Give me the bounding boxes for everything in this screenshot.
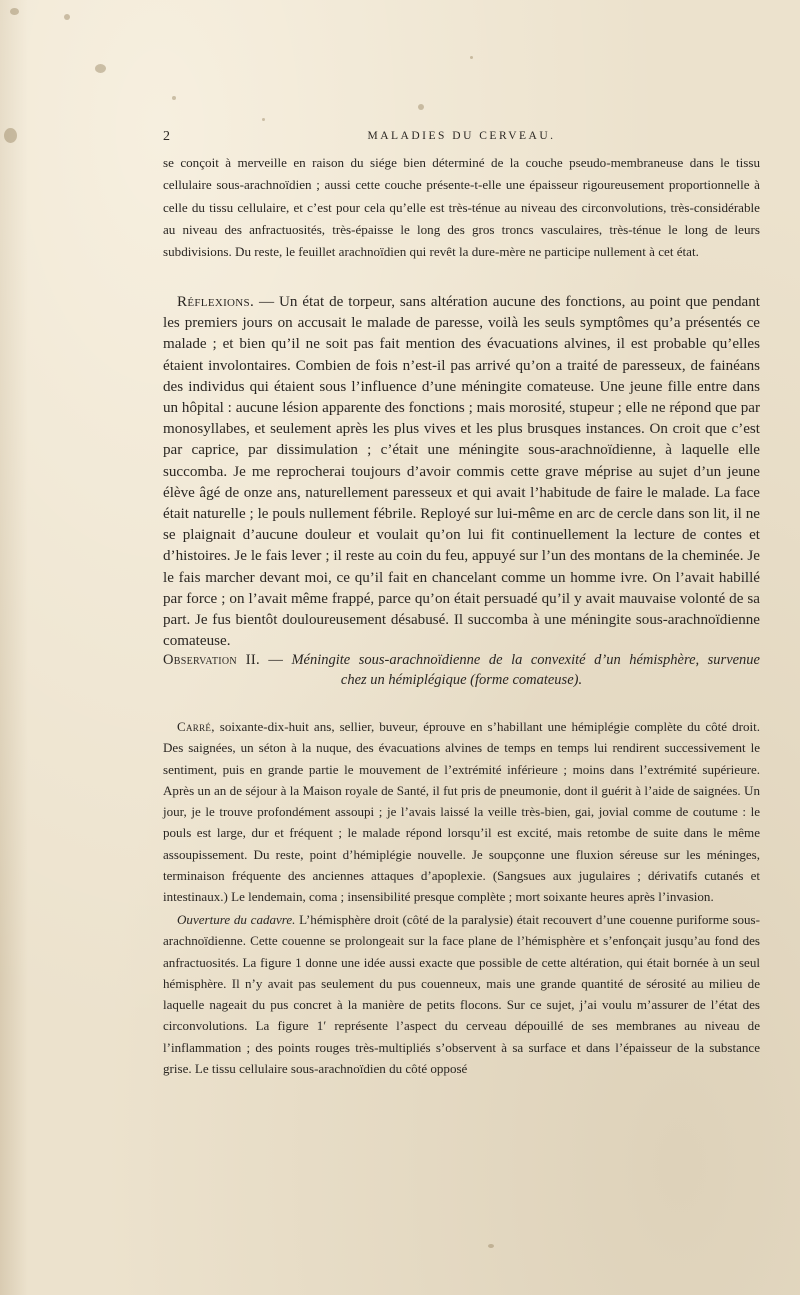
reflexions-heading: Réflexions. xyxy=(177,294,255,310)
observation-dash: — xyxy=(259,652,292,668)
foxing-spot xyxy=(10,8,19,15)
autopsy-heading: Ouverture du cadavre. xyxy=(177,912,296,927)
reflexions-paragraph xyxy=(163,292,760,652)
foxing-spot xyxy=(262,118,265,121)
page-number: 2 xyxy=(163,129,170,144)
foxing-spot xyxy=(418,104,424,110)
observation-form: (forme comateuse). xyxy=(470,672,583,688)
observation-title: Méningite sous-arachnoïdienne de la convexité d’un hémisphère, survenue xyxy=(291,652,760,668)
paragraph-text: se conçoit à merveille en raison du siége bien déterminé de la couche pseudo-membraneuse dans le tissu cellulaire sous-arachnoïdien ; aussi cette couche présente-t-elle une épaisseur rigoureusement proportionnelle à celle du tissu cellulaire, et c’est pour cela qu’elle est très-ténue au niveau des circonvolutions, très-considérable au niveau des anfractuosités, très-épaisse le long des gros troncs vasculaires, très-ténue le long de leurs subdivisions. Du reste, le feuillet arachnoïdien qui revêt la dure-mère ne participe nullement à cet état. xyxy=(163,155,760,260)
autopsy-paragraph xyxy=(163,909,760,1079)
reflexions-text: — Un état de torpeur, sans altération aucune des fonctions, au point que pendant les premiers jours on accusait le malade de paresse, voilà les seuls symptômes qu’a présentés ce malade ; et bien qu’il ne soit pas fait mention des évacuations alvines, il est probable qu’elles étaient involontaires. Combien de fois n’est-il pas arrivé qu’on a traité de paresseux, de fainéans des individus qui étaient sous l’influence d’une méningite comateuse. Une jeune fille entre dans un hôpital : aucune lésion apparente des fonctions ; mais morosité, stupeur ; elle ne répond que par monosyllabes, et seulement après les plus vives et les plus brusques instances. On croit que c’est par caprice, par dissimulation ; c’était une méningite sous-arachnoïdienne, à laquelle elle succomba. Je me reprocherai toujours d’avoir commis cette grave méprise au sujet d’un jeune élève âgé de onze ans, naturellement paresseux et qui avait l’habitude de faire le malade. La face était naturelle ; le pouls nullement fébrile. Reployé sur lui-même en arc de cercle dans son lit, il ne se plaignait d’aucune douleur et voulait qu’on lui fit continuellement la lecture de contes et d’histoires. Je le fais lever ; il reste au coin du feu, appuyé sur l’un des montans de la cheminée. Je le fais marcher devant moi, ce qu’il fait en chancelant comme un homme ivre. On l’avait habillé par force ; on l’avait même frappé, parce qu’on était persuadé qu’il y avait mauvaise volonté de sa part. Je fus bientôt douloureusement désabusé. Il succomba à une méningite sous-arachnoïdienne comateuse. xyxy=(163,294,760,650)
page-header xyxy=(163,129,760,149)
foxing-spot xyxy=(470,56,473,59)
foxing-spot xyxy=(64,14,70,20)
observation-heading xyxy=(163,650,760,690)
autopsy-text: L’hémisphère droit (côté de la paralysie) était recouvert d’une couenne puriforme sous-arachnoïdienne. Cette couenne se prolongeait sur la face plane de l’hémisphère et s’enfonçait jusqu’au fond des anfractuosités. La figure 1 donne une idée aussi exacte que possible de cette altération, qui était bornée à un seul hémisphère. Il n’y avait pas seulement du pus couenneux, mais une grande quantité de sérosité au milieu de laquelle nageait du pus concret à la manière de petits flocons. Sur ce sujet, j’ai voulu m’assurer de l’état des circonvolutions. La figure 1′ représente l’aspect du cerveau dépouillé de ses membranes au niveau de l’inflammation ; des points rouges très-multipliés s’observent à sa surface et dans l’épaisseur de la substance grise. Le tissu cellulaire sous-arachnoïdien du côté opposé xyxy=(163,912,760,1077)
paragraph-continuation xyxy=(163,152,760,263)
case-paragraph xyxy=(163,716,760,908)
foxing-spot xyxy=(172,96,176,100)
observation-label: Observation II. xyxy=(163,652,260,668)
foxing-spot xyxy=(95,64,106,73)
patient-name: Carré, xyxy=(177,719,215,734)
case-text: soixante-dix-huit ans, sellier, buveur, éprouve en s’habillant une hémiplégie complète du côté droit. Des saignées, un séton à la nuque, des évacuations alvines de temps en temps lui rendirent successivement le sentiment, puis en grande partie le mouvement de l’extrémité inférieure ; moins dans l’extrémité supérieure. Après un an de séjour à la Maison royale de Santé, il fut pris de pneumonie, dont il guérit à l’aide de saignées. Un jour, je le trouve profondément assoupi ; je l’avais laissé la veille très-bien, gai, jovial comme de coutume : le pouls est large, dur et fréquent ; le malade répond lorsqu’il est excité, mais retombe de suite dans le même assoupissement. Du reste, point d’hémiplégie nouvelle. Je soupçonne une fluxion séreuse sur les méninges, terminaison fréquente des anciennes attaques d’apoplexie. (Sangsues aux jugulaires ; dérivatifs cutanés et intestinaux.) Le lendemain, coma ; insensibilité presque complète ; mort soixante heures après l’invasion. xyxy=(163,719,760,905)
foxing-spot xyxy=(4,128,17,143)
running-head: MALADIES DU CERVEAU. xyxy=(367,130,556,142)
observation-title-continued: chez un hémiplégique xyxy=(340,672,467,688)
foxing-spot xyxy=(488,1244,494,1248)
